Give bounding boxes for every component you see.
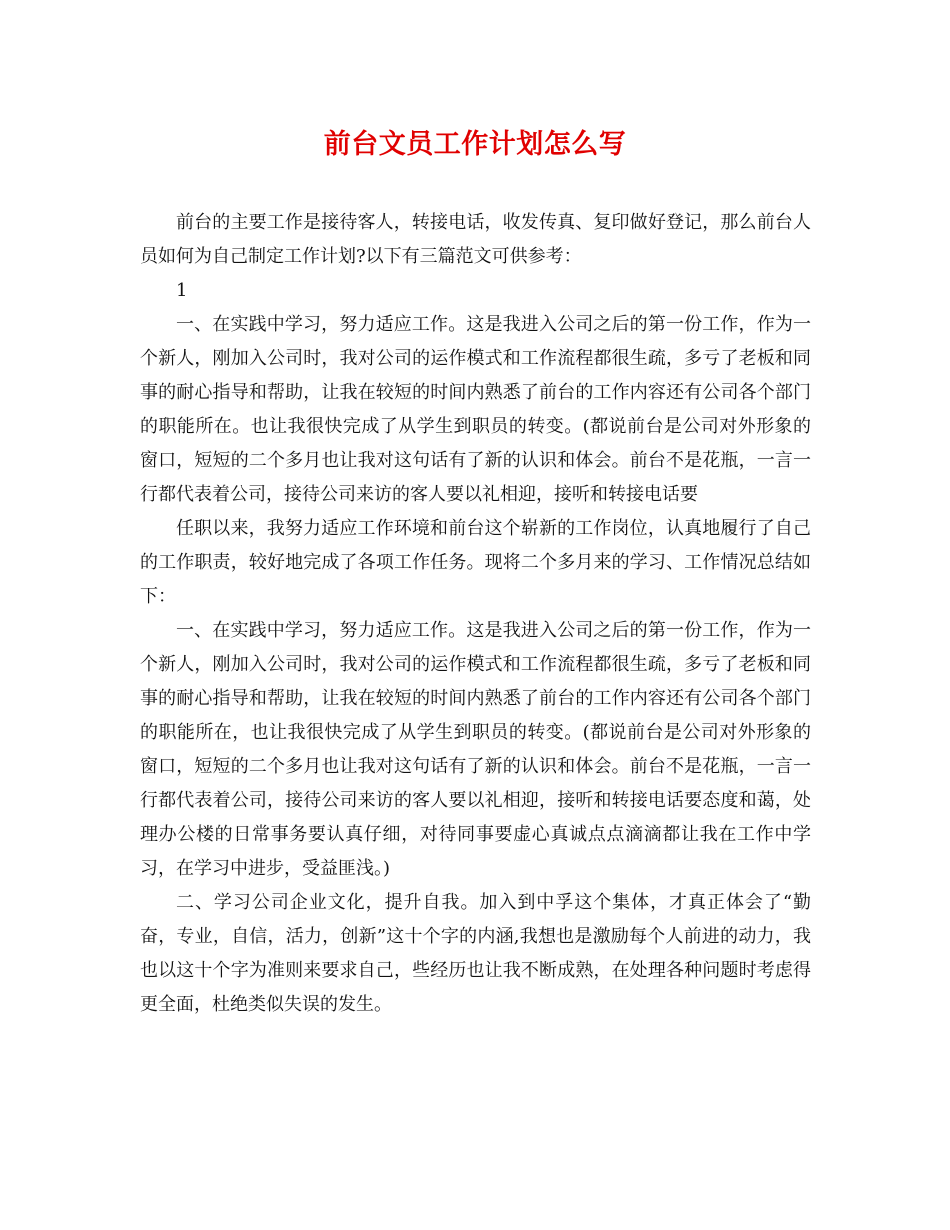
section-number: 1 (176, 280, 188, 301)
body-paragraph: 二、学习公司企业文化，提升自我。加入到中孚这个集体，才真正体会了“勤奋，专业，自信，活力，创新”这十个字的内涵,我想也是激励每个人前进的动力，我也以这十个字为准则来要求自己，些经历也让我不断成熟，在处理各种问题时考虑得更全面，杜绝类似失误的发生。 (140, 892, 811, 1015)
body-paragraph: 一、在实践中学习，努力适应工作。这是我进入公司之后的第一份工作，作为一个新人，刚加入公司时，我对公司的运作模式和工作流程都很生疏，多亏了老板和同事的耐心指导和帮助，让我在较短的时间内熟悉了前台的工作内容还有公司各个部门的职能所在。也让我很快完成了从学生到职员的转变。(都说前台是公司对外形象的窗口，短短的二个多月也让我对这句话有了新的认识和体会。前台不是花瓶，一言一行都代表着公司，接待公司来访的客人要以礼相迎，接听和转接电话要 (140, 314, 811, 505)
body-paragraph: 一、在实践中学习，努力适应工作。这是我进入公司之后的第一份工作，作为一个新人，刚加入公司时，我对公司的运作模式和工作流程都很生疏，多亏了老板和同事的耐心指导和帮助，让我在较短的时间内熟悉了前台的工作内容还有公司各个部门的职能所在，也让我很快完成了从学生到职员的转变。(都说前台是公司对外形象的窗口，短短的二个多月也让我对这句话有了新的认识和体会。前台不是花瓶，一言一行都代表着公司，接待公司来访的客人要以礼相迎，接听和转接电话要态度和蔼，处理办公楼的日常事务要认真仔细，对待同事要虚心真诚点点滴滴都让我在工作中学习，在学习中进步，受益匪浅。) (140, 620, 811, 879)
intro-paragraph: 前台的主要工作是接待客人，转接电话，收发传真、复印做好登记，那么前台人员如何为自己制定工作计划?以下有三篇范文可供参考： (140, 212, 811, 267)
body-paragraph: 任职以来，我努力适应工作环境和前台这个崭新的工作岗位，认真地履行了自己的工作职责，较好地完成了各项工作任务。现将二个多月来的学习、工作情况总结如下： (140, 518, 811, 607)
document-body (140, 206, 811, 1022)
document-title: 前台文员工作计划怎么写 (323, 129, 627, 160)
